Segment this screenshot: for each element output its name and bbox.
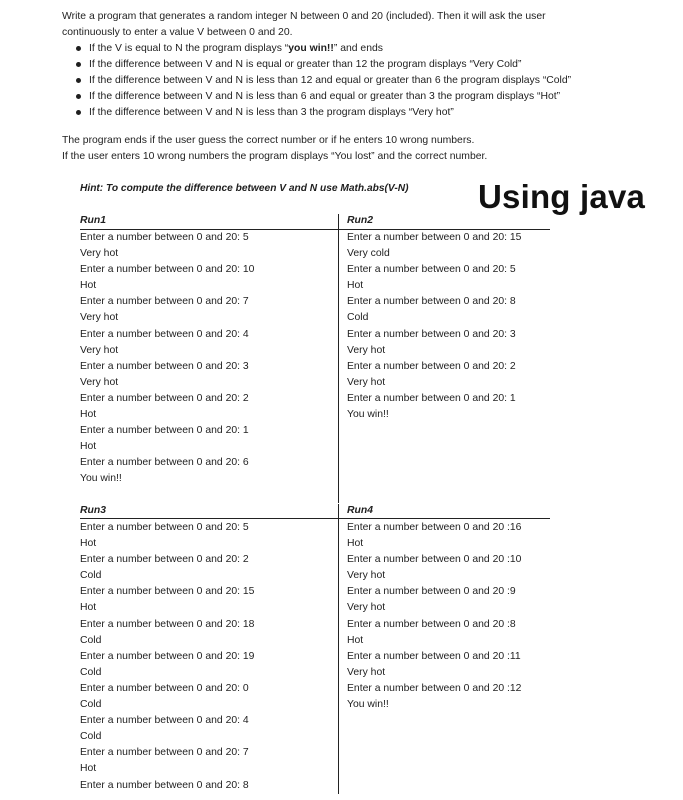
run2-output-line: Enter a number between 0 and 20: 8 xyxy=(347,296,516,308)
run1-output-line: Very hot xyxy=(80,344,119,356)
ending-line-1: The program ends if the user guess the correct number or if he enters 10 wrong numbers. xyxy=(62,135,475,146)
run1-output-line: You win!! xyxy=(80,473,122,485)
run1-title: Run1 xyxy=(80,215,106,226)
rule-item: If the V is equal to N the program displays “you win!!” and ends xyxy=(76,41,662,57)
intro-line-2: continuously to enter a value V between 0 and 20. xyxy=(62,27,293,38)
run4-title: Run4 xyxy=(347,505,373,516)
handwritten-note: Using java xyxy=(478,178,646,215)
run2-output-line: Hot xyxy=(347,280,364,292)
rule-item: If the difference between V and N is equal or greater than 12 the program displays “Very Cold” xyxy=(76,57,662,73)
ending-conditions xyxy=(62,133,662,165)
run3-output-line: Enter a number between 0 and 20: 15 xyxy=(80,586,255,598)
run3-output-line: Enter a number between 0 and 20: 0 xyxy=(80,682,249,694)
problem-statement xyxy=(62,9,662,121)
run1-output-line: Very hot xyxy=(80,248,119,260)
run2-output-line: Enter a number between 0 and 20: 1 xyxy=(347,392,516,404)
run4-output-line: You win!! xyxy=(347,699,389,711)
run4-output-line: Hot xyxy=(347,634,364,646)
run1-panel xyxy=(80,214,337,488)
run3-output-line: Hot xyxy=(80,538,97,550)
run1-output-line: Enter a number between 0 and 20: 5 xyxy=(80,232,249,243)
run3-output-line: Cold xyxy=(80,570,102,582)
rule-item: If the difference between V and N is less than 6 and equal or greater than 3 the program displays “Hot” xyxy=(76,89,662,105)
bullet-icon xyxy=(76,62,81,67)
run1-output-line: Enter a number between 0 and 20: 3 xyxy=(80,360,249,372)
run2-output xyxy=(347,230,559,423)
run3-output-line: Enter a number between 0 and 20: 4 xyxy=(80,715,249,727)
run1-output-line: Enter a number between 0 and 20: 7 xyxy=(80,296,249,308)
run4-output-line: Very hot xyxy=(347,666,386,678)
ending-line-2: If the user enters 10 wrong numbers the program displays “You lost” and the correct number. xyxy=(62,151,488,162)
run1-output-line: Enter a number between 0 and 20: 10 xyxy=(80,264,255,276)
run4-output-line: Enter a number between 0 and 20 :11 xyxy=(347,650,521,662)
run3-output xyxy=(80,520,337,794)
run4-output-line: Enter a number between 0 and 20 :8 xyxy=(347,618,516,630)
run3-output-line: Enter a number between 0 and 20: 18 xyxy=(80,618,255,630)
run4-output-line: Enter a number between 0 and 20 :9 xyxy=(347,586,516,598)
run2-output-line: Very hot xyxy=(347,376,386,388)
run3-panel xyxy=(80,504,337,794)
run3-output-line: Enter a number between 0 and 20: 7 xyxy=(80,747,249,759)
run3-output-line: Cold xyxy=(80,666,102,678)
run1-output xyxy=(80,230,337,488)
bullet-icon xyxy=(76,46,81,51)
run4-output-line: Very hot xyxy=(347,570,386,582)
run2-panel xyxy=(338,214,559,503)
run1-output-line: Enter a number between 0 and 20: 1 xyxy=(80,425,249,437)
rule-item: If the difference between V and N is less than 3 the program displays “Very hot” xyxy=(76,105,662,121)
run1-output-line: Hot xyxy=(80,441,97,453)
run1-output-line: Very hot xyxy=(80,312,119,324)
run4-output-line: Enter a number between 0 and 20 :12 xyxy=(347,682,522,694)
run2-output-line: Enter a number between 0 and 20: 2 xyxy=(347,360,516,372)
bullet-icon xyxy=(76,78,81,83)
run2-output-line: Very hot xyxy=(347,344,386,356)
run1-output-line: Hot xyxy=(80,409,97,421)
run4-output-line: Enter a number between 0 and 20 :10 xyxy=(347,554,522,566)
run3-output-line: Enter a number between 0 and 20: 5 xyxy=(80,522,249,533)
run4-output-line: Very hot xyxy=(347,602,386,614)
run2-output-line: You win!! xyxy=(347,409,389,421)
run3-output-line: Cold xyxy=(80,731,102,743)
run3-output-line: Enter a number between 0 and 20: 19 xyxy=(80,650,255,662)
run2-output-line: Cold xyxy=(347,312,369,324)
run3-output-line: Enter a number between 0 and 20: 2 xyxy=(80,554,249,566)
run3-output-line: Hot xyxy=(80,602,97,614)
run2-title: Run2 xyxy=(347,215,373,226)
run1-output-line: Very hot xyxy=(80,376,119,388)
run1-output-line: Hot xyxy=(80,280,97,292)
run4-output-line: Enter a number between 0 and 20 :16 xyxy=(347,522,522,533)
run3-output-line: Cold xyxy=(80,699,102,711)
bullet-icon xyxy=(76,94,81,99)
run1-output-line: Enter a number between 0 and 20: 2 xyxy=(80,392,249,404)
hint-text: Hint: To compute the difference between V and N use Math.abs(V-N) xyxy=(80,183,409,194)
run2-output-line: Enter a number between 0 and 20: 5 xyxy=(347,264,516,276)
run1-output-line: Enter a number between 0 and 20: 4 xyxy=(80,328,249,340)
run1-output-line: Enter a number between 0 and 20: 6 xyxy=(80,457,249,469)
run4-output xyxy=(347,520,559,713)
run3-title: Run3 xyxy=(80,505,106,516)
run4-output-line: Hot xyxy=(347,538,364,550)
run3-output-line: Enter a number between 0 and 20: 8 xyxy=(80,779,249,791)
rule-item: If the difference between V and N is less than 12 and equal or greater than 6 the program displays “Cold” xyxy=(76,73,662,89)
run2-output-line: Very cold xyxy=(347,248,390,260)
rules-list xyxy=(62,41,662,121)
run4-panel xyxy=(338,504,559,794)
bullet-icon xyxy=(76,110,81,115)
run2-output-line: Enter a number between 0 and 20: 15 xyxy=(347,232,522,243)
run2-output-line: Enter a number between 0 and 20: 3 xyxy=(347,328,516,340)
intro-line-1: Write a program that generates a random integer N between 0 and 20 (included). Then it will ask the user xyxy=(62,11,546,22)
run3-output-line: Cold xyxy=(80,634,102,646)
run3-output-line: Hot xyxy=(80,763,97,775)
